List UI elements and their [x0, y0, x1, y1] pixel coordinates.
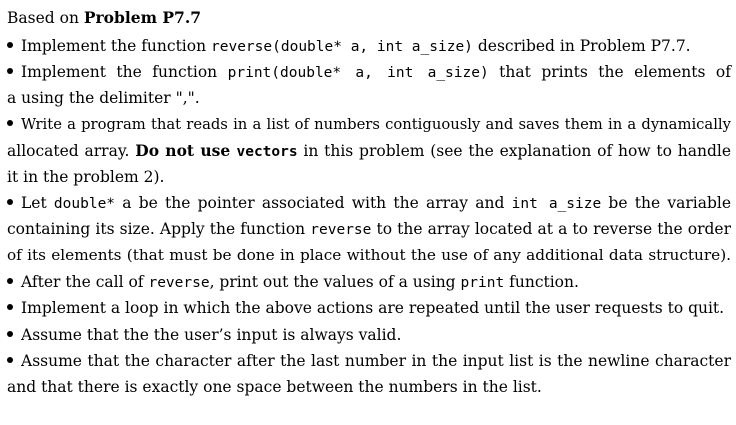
text: and that there is exactly one space between the numbers in the list. [7, 378, 542, 396]
bullet-item-after-call [7, 272, 731, 293]
bullet-item-valid-input [7, 325, 731, 345]
bullet-icon [7, 42, 13, 48]
bullet-item-program [7, 115, 731, 135]
text: allocated array. [7, 142, 136, 160]
bullet-icon [7, 304, 13, 310]
code: print [460, 275, 505, 291]
text: Implement the function [21, 37, 212, 55]
text: to the array located at a to reverse the order [371, 220, 731, 238]
bullet-item-program-cont1 [7, 141, 731, 162]
text: a be the pointer associated with the array and [115, 194, 512, 212]
bullet-item-pointer-cont1 [7, 219, 731, 240]
text: , print out the values of a using [209, 273, 461, 291]
heading [7, 8, 731, 28]
bold-text: Do not use [135, 141, 237, 160]
code: reverse(double* a, int a_size) [211, 39, 473, 55]
text: be the variable [601, 194, 732, 212]
text: Assume that the the user’s input is always valid. [21, 326, 402, 344]
text: containing its size. Apply the function [7, 220, 311, 238]
bullet-icon [7, 120, 13, 126]
code: int a_size [511, 196, 602, 212]
code: double* [53, 196, 116, 212]
text: Write a program that reads in a list of numbers contiguously and saves them in a dynamically [21, 116, 731, 133]
text: that prints the elements of [488, 63, 731, 81]
text: in this problem (see the explanation of how to handle [297, 142, 732, 160]
text: Implement a loop in which the above actions are repeated until the user requests to quit. [21, 299, 725, 317]
bold-code: vectors [236, 144, 298, 160]
bullet-item-program-cont2 [7, 167, 731, 187]
bullet-item-newline-cont [7, 377, 731, 397]
text: described in Problem P7.7. [472, 37, 691, 55]
bullet-icon [7, 199, 13, 205]
code: print(double* a, int a_size) [227, 65, 489, 81]
text: it in the problem 2). [7, 168, 165, 186]
text: Implement the function [21, 63, 228, 81]
code: reverse [148, 275, 210, 291]
bullet-icon [7, 278, 13, 284]
bullet-item-print [7, 62, 731, 83]
bullet-item-newline [7, 351, 731, 371]
bullet-item-print-cont [7, 88, 731, 108]
text: function. [504, 273, 579, 291]
text: Assume that the character after the last number in the input list is the newline character [21, 352, 731, 370]
text: a using the delimiter ",". [7, 89, 200, 107]
heading-problem: Problem P7.7 [83, 8, 202, 27]
code: reverse [310, 222, 372, 238]
bullet-item-pointer-cont2 [7, 245, 731, 265]
heading-prefix: Based on [7, 9, 84, 27]
bullet-item-loop [7, 298, 731, 318]
bullet-item-reverse [7, 36, 731, 57]
bullet-item-pointer [7, 193, 731, 214]
bullet-icon [7, 331, 13, 337]
text: of its elements (that must be done in place without the use of any additional data structure). [7, 246, 731, 264]
bullet-icon [7, 68, 13, 74]
text: Let [21, 194, 54, 212]
text: After the call of [21, 273, 149, 291]
bullet-icon [7, 357, 13, 363]
